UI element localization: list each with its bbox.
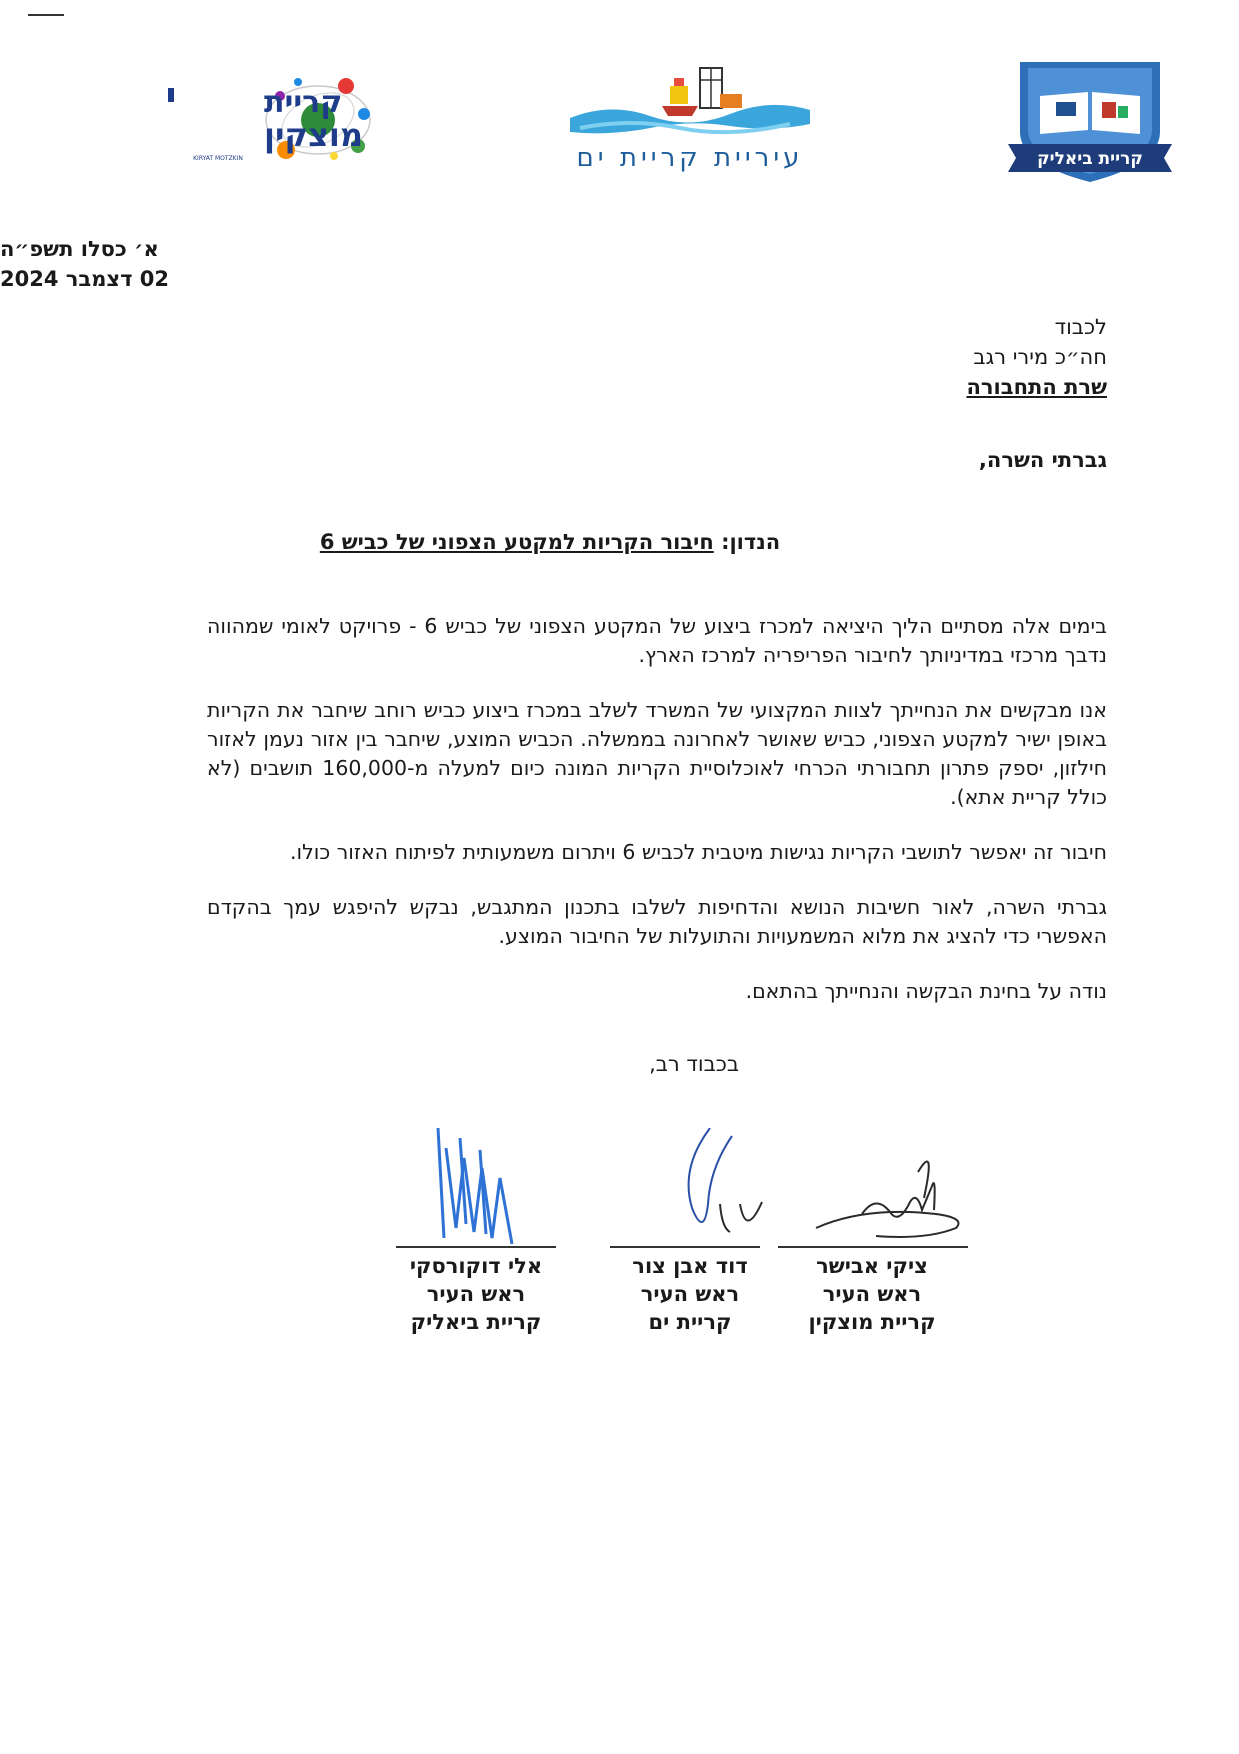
signature-dokursky bbox=[420, 1128, 590, 1250]
addressee-line1: לכבוד bbox=[1054, 315, 1107, 339]
sea-ship-graphic bbox=[570, 68, 810, 133]
signer-3 bbox=[376, 1252, 576, 1336]
signer-2 bbox=[590, 1252, 790, 1336]
motzkin-logo-line1: קריית bbox=[264, 85, 343, 120]
body-paragraph-1: בימים אלה מסתיים הליך היציאה למכרז ביצוע של המקטע הצפוני של כביש 6 - פרויקט לאומי שמהווה נדבך מרכזי במדיניותך לחיבור הפריפריה למרכז הארץ. bbox=[207, 614, 1107, 667]
signature-line-3 bbox=[396, 1246, 556, 1248]
motzkin-logo-line2: מוצקין bbox=[264, 116, 363, 154]
signer-2-title: ראש העיר bbox=[640, 1282, 740, 1306]
kiryat-bialik-logo bbox=[1000, 52, 1180, 186]
scan-corner-mark bbox=[28, 14, 64, 16]
subject-text: חיבור הקריות למקטע הצפוני של כביש 6 bbox=[319, 530, 714, 554]
signer-1-city: קריית מוצקין bbox=[808, 1310, 936, 1334]
bialik-logo-text: קריית ביאליק bbox=[1037, 149, 1143, 169]
body-paragraph-2: אנו מבקשים את הנחייתך לצוות המקצועי של המשרד לשלב במכרז ביצוע כביש רוחב שיחבר את הקריות באופן ישיר למקטע הצפוני, כביש שאושר לאחרונה בממשלה. הכביש המוצע, שיחבר בין אזור נעמן לאזור חילזון, יספק פתרון תחבורתי הכרחי לאוכלוסיית הקריות המונה כיום למעלה מ-160,000 תושבים (לא כולל קריית אתא). bbox=[207, 698, 1107, 809]
signer-3-name: אלי דוקורסקי bbox=[409, 1254, 543, 1278]
signature-avishar bbox=[806, 1128, 976, 1250]
addressee-line2: חה״כ מירי רגב bbox=[973, 345, 1107, 369]
signer-1 bbox=[772, 1252, 972, 1336]
date-hebrew: א׳ כסלו תשפ״ה bbox=[0, 237, 159, 261]
subject-line bbox=[200, 530, 900, 554]
addressee-line3: שרת התחבורה bbox=[966, 375, 1107, 399]
salutation: גברתי השרה, bbox=[978, 448, 1107, 472]
signature-line-2 bbox=[610, 1246, 760, 1248]
body-paragraph-3: חיבור זה יאפשר לתושבי הקריות נגישות מיטבית לכביש 6 ויתרום משמעותית לפיתוח האזור כולו. bbox=[290, 840, 1107, 864]
date-gregorian: 02 דצמבר 2024 bbox=[0, 267, 170, 291]
body-paragraph-4: גברתי השרה, לאור חשיבות הנושא והדחיפות לשלבו בתכנון המתגבש, נבקש להיפגש עמך בהקדם האפשרי כדי להציג את מלוא המשמעויות והתועלות של החיבור המוצע. bbox=[207, 895, 1107, 948]
kiryat-yam-logo bbox=[570, 66, 810, 186]
subject-label: הנדון: bbox=[721, 530, 781, 554]
yam-logo-text: עיריית קריית ים bbox=[576, 143, 804, 173]
addressee-block bbox=[607, 312, 1107, 402]
motzkin-logo-sub: KIRYAT MOTZKIN bbox=[193, 155, 243, 162]
closing: בכבוד רב, bbox=[649, 1052, 739, 1076]
letter-body bbox=[207, 612, 1107, 1032]
kiryat-motzkin-logo bbox=[168, 74, 408, 174]
signer-1-title: ראש העיר bbox=[822, 1282, 922, 1306]
signer-3-title: ראש העיר bbox=[426, 1282, 526, 1306]
signer-1-name: ציקי אבישר bbox=[816, 1254, 928, 1278]
signature-even-tzur bbox=[630, 1128, 800, 1250]
signer-2-name: דוד אבן צור bbox=[632, 1254, 748, 1278]
body-paragraph-5: נודה על בחינת הבקשה והנחייתך בהתאם. bbox=[745, 979, 1107, 1003]
signer-2-city: קריית ים bbox=[648, 1310, 732, 1334]
signer-3-city: קריית ביאליק bbox=[410, 1310, 542, 1334]
letter-date bbox=[0, 234, 368, 294]
signature-line-1 bbox=[778, 1246, 968, 1248]
